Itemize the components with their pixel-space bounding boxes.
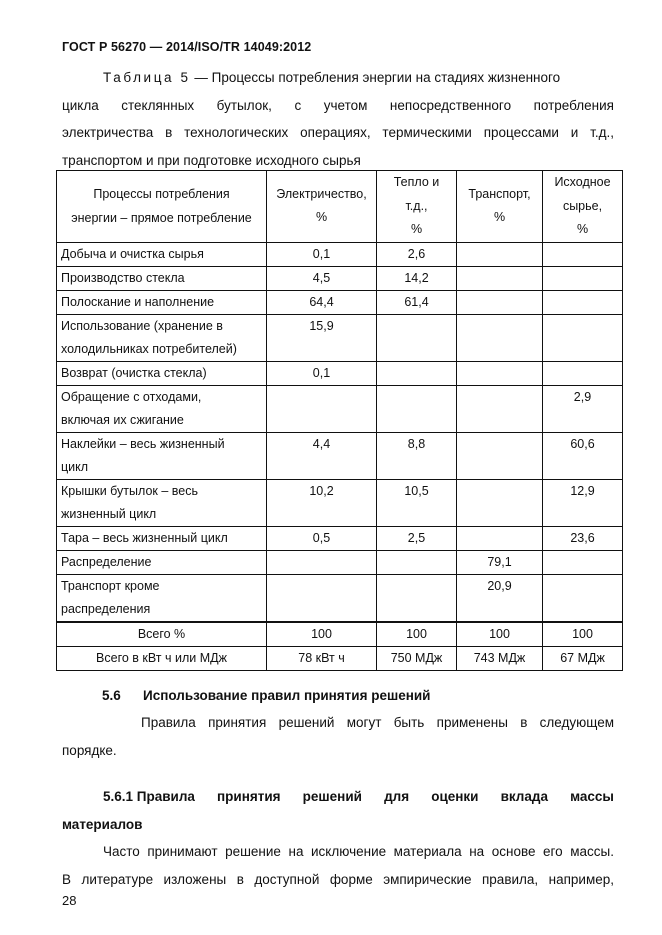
- table-cell: [543, 574, 623, 622]
- table-total-row: [57, 646, 623, 670]
- table-cell: [57, 479, 267, 526]
- caption-title-start: — Процессы потребления энергии на стадиях жизненного: [194, 70, 561, 85]
- table-cell: 100: [543, 622, 623, 647]
- table-cell: [457, 479, 543, 526]
- table-cell: [543, 550, 623, 574]
- table-cell: 14,2: [377, 266, 457, 290]
- table-row: [57, 479, 623, 526]
- cell-text: сырье,: [562, 198, 603, 213]
- table-cell: [543, 361, 623, 385]
- title-word: 5.6.1 Правила: [103, 789, 195, 804]
- section-5-6-heading: [102, 688, 430, 703]
- table-cell: Всего в кВт ч или МДж: [57, 646, 267, 670]
- cell-text: жизненный цикл: [61, 506, 157, 521]
- table-cell: [57, 550, 267, 574]
- caption-line-4: транспортом и при подготовке исходного сырья: [62, 152, 361, 168]
- column-header: [543, 171, 623, 243]
- table-cell: [457, 385, 543, 432]
- table-cell: 750 МДж: [377, 646, 457, 670]
- table-cell: [543, 266, 623, 290]
- cell-text: Использование (хранение в: [61, 318, 223, 333]
- section-number: 5.6: [102, 688, 121, 703]
- table-cell: 4,4: [267, 432, 377, 479]
- table-cell: 4,5: [267, 266, 377, 290]
- cell-text: Производство стекла: [61, 270, 185, 285]
- table-cell: [457, 290, 543, 314]
- table-cell: [377, 361, 457, 385]
- table-cell: [457, 361, 543, 385]
- table-row: [57, 432, 623, 479]
- table-cell: [457, 432, 543, 479]
- table-cell: [57, 361, 267, 385]
- title-word: решений: [302, 789, 362, 804]
- cell-text: Обращение с отходами,: [61, 389, 202, 404]
- cell-text: т.д.,: [405, 198, 428, 213]
- table-cell: [57, 314, 267, 361]
- section-5-6-paragraph: [62, 709, 614, 764]
- table-row: [57, 574, 623, 622]
- table-row: [57, 290, 623, 314]
- subsection-title-line-2: материалов: [62, 816, 143, 832]
- table-cell: 79,1: [457, 550, 543, 574]
- table-cell: 2,9: [543, 385, 623, 432]
- table-cell: [267, 550, 377, 574]
- table-cell: 12,9: [543, 479, 623, 526]
- caption-label: Таблица 5: [103, 70, 191, 85]
- cell-text: Крышки бутылок – весь: [61, 483, 198, 498]
- table-cell: [267, 574, 377, 622]
- caption-line-3: электричества в технологических операциях, термическими процессами и т.д.,: [62, 125, 614, 140]
- table-cell: 0,1: [267, 361, 377, 385]
- cell-text: Транспорт кроме: [61, 578, 160, 593]
- cell-text: %: [493, 210, 506, 225]
- column-header: [377, 171, 457, 243]
- table-cell: 100: [377, 622, 457, 647]
- table-cell: [57, 290, 267, 314]
- cell-text: цикл: [61, 459, 89, 474]
- table-cell: [57, 385, 267, 432]
- table-row: [57, 385, 623, 432]
- paragraph-line: порядке.: [62, 742, 117, 758]
- column-header: [57, 171, 267, 243]
- cell-text: Исходное: [554, 175, 611, 189]
- table-cell: [377, 574, 457, 622]
- table-cell: 8,8: [377, 432, 457, 479]
- table-cell: [543, 242, 623, 266]
- table-cell: [377, 314, 457, 361]
- page-number: 28: [62, 893, 77, 908]
- cell-text: %: [576, 222, 589, 236]
- table-cell: 64,4: [267, 290, 377, 314]
- table-cell: 10,2: [267, 479, 377, 526]
- table-cell: 67 МДж: [543, 646, 623, 670]
- table-cell: 100: [457, 622, 543, 647]
- subsection-title-line-1: [62, 783, 614, 811]
- table-cell: [457, 314, 543, 361]
- table-cell: 0,5: [267, 526, 377, 550]
- cell-text: Транспорт,: [468, 186, 531, 201]
- table-cell: [57, 574, 267, 622]
- table-row: [57, 526, 623, 550]
- cell-text: Электричество,: [276, 186, 367, 201]
- cell-text: Наклейки – весь жизненный: [61, 436, 225, 451]
- table-cell: 2,6: [377, 242, 457, 266]
- table-row: [57, 361, 623, 385]
- cell-text: Тепло и: [393, 175, 440, 189]
- paragraph-line: Часто принимают решение на исключение материала на основе его массы.: [103, 844, 614, 859]
- table-cell: [57, 242, 267, 266]
- energy-table-body: [57, 171, 623, 671]
- table-cell: [377, 550, 457, 574]
- cell-text: Полоскание и наполнение: [61, 294, 215, 309]
- table-cell: 10,5: [377, 479, 457, 526]
- table-cell: [267, 385, 377, 432]
- table-cell: 2,5: [377, 526, 457, 550]
- table-cell: 23,6: [543, 526, 623, 550]
- cell-text: Распределение: [61, 554, 152, 569]
- caption-line-2: цикла стеклянных бутылок, с учетом непосредственного потребления: [62, 97, 614, 113]
- table-row: [57, 266, 623, 290]
- cell-text: Возврат (очистка стекла): [61, 365, 207, 380]
- table-cell: [457, 242, 543, 266]
- table-cell: [543, 290, 623, 314]
- table-row: [57, 314, 623, 361]
- section-title: Использование правил принятия решений: [143, 688, 431, 703]
- table-cell: 100: [267, 622, 377, 647]
- table-cell: [57, 526, 267, 550]
- energy-table: [56, 170, 623, 671]
- title-word: принятия: [217, 789, 281, 804]
- paragraph-line: Правила принятия решений могут быть применены в следующем: [141, 715, 614, 730]
- cell-text: энергии – прямое потребление: [71, 211, 252, 226]
- cell-text: холодильниках потребителей): [61, 341, 237, 356]
- cell-text: Тара – весь жизненный цикл: [61, 530, 228, 545]
- table-cell: [377, 385, 457, 432]
- table-cell: [457, 266, 543, 290]
- cell-text: Процессы потребления: [93, 187, 230, 202]
- title-word: вклада: [500, 789, 548, 804]
- paragraph-line: В литературе изложены в доступной форме эмпирические правила, например,: [62, 871, 614, 887]
- column-header: [457, 171, 543, 243]
- title-word: для: [384, 789, 410, 804]
- cell-text: Добыча и очистка сырья: [61, 246, 204, 261]
- table-cell: [57, 432, 267, 479]
- table-row: [57, 550, 623, 574]
- table-cell: [543, 314, 623, 361]
- table-cell: 61,4: [377, 290, 457, 314]
- caption-line-1: [62, 64, 614, 92]
- table-cell: 20,9: [457, 574, 543, 622]
- table-cell: 743 МДж: [457, 646, 543, 670]
- table-header-row: [57, 171, 623, 243]
- cell-text: распределения: [61, 601, 151, 616]
- cell-text: %: [315, 210, 328, 225]
- table-total-row: [57, 622, 623, 647]
- document-header: ГОСТ Р 56270 — 2014/ISO/TR 14049:2012: [62, 40, 312, 54]
- table-cell: 0,1: [267, 242, 377, 266]
- table-cell: 15,9: [267, 314, 377, 361]
- cell-text: %: [410, 222, 423, 236]
- column-header: [267, 171, 377, 243]
- table-cell: [57, 266, 267, 290]
- section-5-6-1: [62, 783, 614, 893]
- title-word: оценки: [431, 789, 479, 804]
- table-row: [57, 242, 623, 266]
- table-cell: Всего %: [57, 622, 267, 647]
- table-caption: [62, 64, 614, 174]
- table-cell: 78 кВт ч: [267, 646, 377, 670]
- table-cell: 60,6: [543, 432, 623, 479]
- table-cell: [457, 526, 543, 550]
- cell-text: включая их сжигание: [61, 412, 184, 427]
- title-word: массы: [570, 789, 614, 804]
